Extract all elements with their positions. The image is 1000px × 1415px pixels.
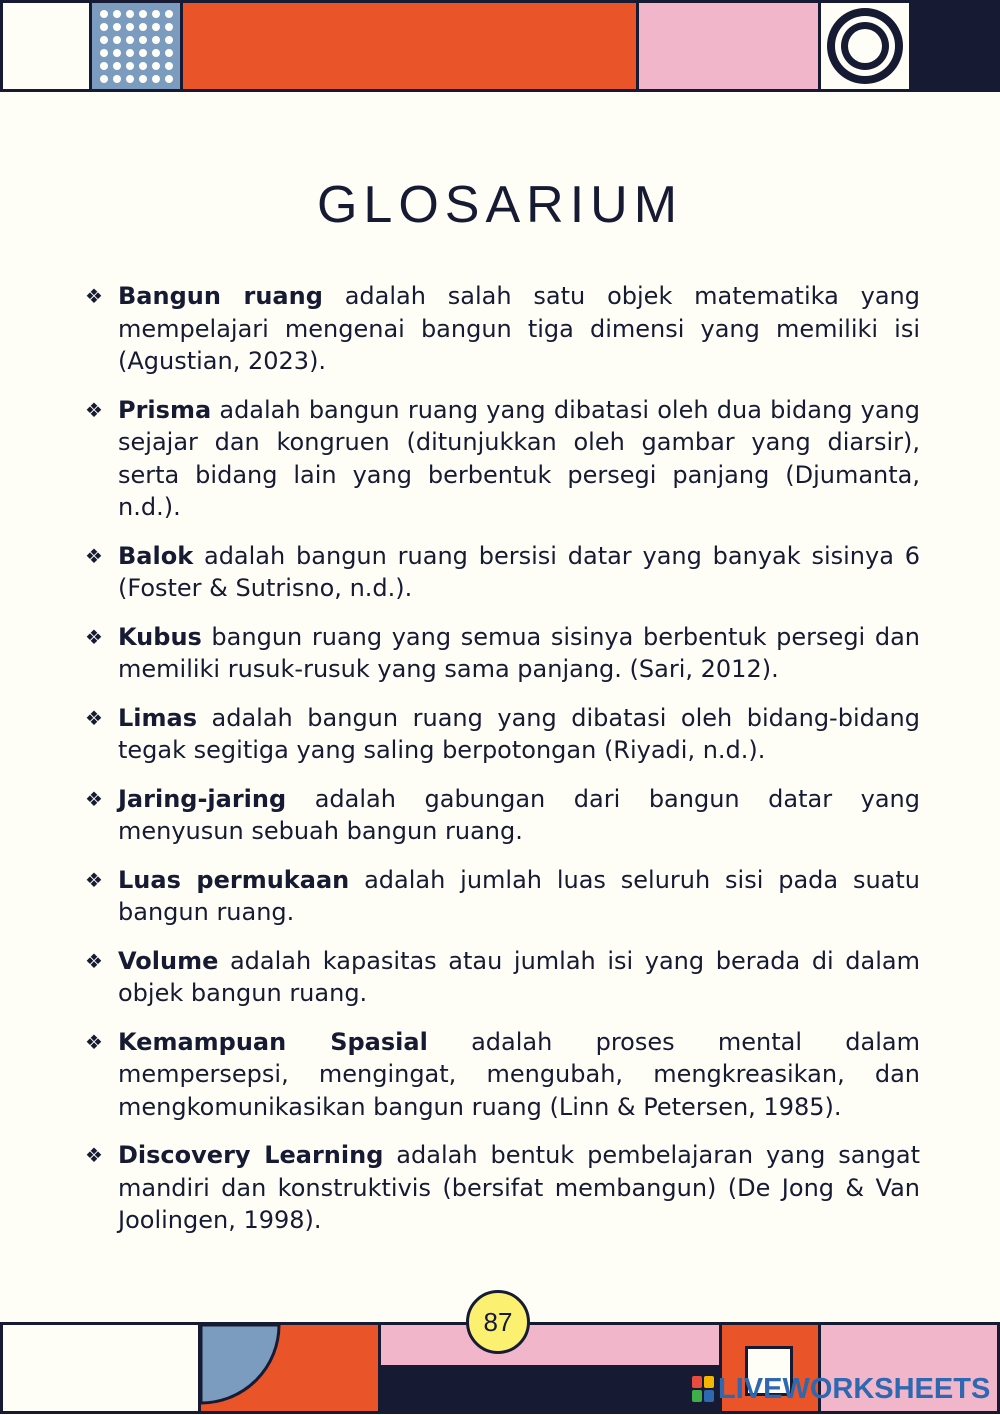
glossary-term: Prisma [118,395,212,424]
diamond-bullet-icon: ❖ [85,705,103,730]
quarter-circle-icon [201,1325,378,1411]
bottom-cream-block [0,1322,201,1414]
bottom-navy-block [378,1365,722,1414]
bottom-pink-block [378,1322,722,1368]
glossary-definition: adalah bangun ruang bersisi datar yang banyak sisinya 6 (Foster & Sutrisno, n.d.). [118,541,920,602]
page-number-badge: 87 [466,1290,530,1354]
glossary-term: Kemampuan Spasial [118,1027,428,1056]
liveworksheets-watermark [692,1371,990,1407]
dot-grid-icon [92,3,180,89]
bottom-quarter-circle-block [198,1322,381,1414]
top-target-block [818,0,912,92]
glossary-entry [80,1026,920,1124]
glossary-list [80,280,920,1253]
diamond-bullet-icon: ❖ [85,1029,103,1054]
diamond-bullet-icon: ❖ [85,543,103,568]
glossary-entry [80,783,920,848]
glossary-term: Kubus [118,622,202,651]
top-pink-block [636,0,821,92]
diamond-bullet-icon: ❖ [85,1143,103,1167]
glossary-entry [80,945,920,1010]
glossary-definition: adalah bentuk pembelajaran yang sangat mandiri dan konstruktivis (bersifat membangun) (De Jong & Van Joolingen, 1998). [118,1141,921,1234]
glossary-definition: adalah salah satu objek matematika yang mempelajari mengenai bangun tiga dimensi yang memiliki isi (Agustian, 2023). [118,282,920,375]
concentric-circles-icon [821,3,909,89]
glossary-definition: bangun ruang yang semua sisinya berbentuk persegi dan memiliki rusuk-rusuk yang sama panjang. (Sari, 2012). [118,622,920,683]
diamond-bullet-icon: ❖ [85,786,103,811]
glossary-entry [80,280,920,378]
diamond-bullet-icon: ❖ [85,867,103,892]
glossary-entry [80,1139,920,1237]
glossary-term: Bangun ruang [118,282,323,310]
diamond-bullet-icon: ❖ [85,397,103,422]
diamond-bullet-icon: ❖ [85,948,103,973]
top-cream-block [0,0,92,92]
top-orange-block [180,0,639,92]
watermark-text: LIVEWORKSHEETS [718,1372,991,1405]
glossary-term: Balok [118,541,194,570]
diamond-bullet-icon: ❖ [85,284,103,308]
page-title: GLOSARIUM [316,176,684,234]
glossary-term: Luas permukaan [118,865,350,894]
glossary-definition: adalah gabungan dari bangun datar yang menyusun sebuah bangun ruang. [118,784,920,845]
top-dotted-blue-block [89,0,183,92]
glossary-term: Limas [118,703,198,732]
glossary-definition: adalah proses mental dalam mempersepsi, mengingat, mengubah, mengkreasikan, dan mengkomunikasikan bangun ruang (Linn & Petersen, 1985). [118,1027,920,1121]
glossary-term: Jaring-jaring [118,784,287,813]
glossary-entry [80,540,920,605]
glossary-definition: adalah kapasitas atau jumlah isi yang berada di dalam objek bangun ruang. [118,946,920,1007]
glossary-definition: adalah bangun ruang yang dibatasi oleh dua bidang yang sejajar dan kongruen (ditunjukkan oleh gambar yang diarsir), serta bidang lain yang berbentuk persegi panjang (Djumanta, n.d.). [118,395,920,521]
glossary-entry [80,864,920,929]
glossary-entry [80,394,920,524]
diamond-bullet-icon: ❖ [85,624,103,649]
top-decorative-band [0,0,1000,92]
glossary-entry [80,621,920,686]
glossary-term: Discovery Learning [118,1141,384,1169]
glossary-entry [80,702,920,767]
top-navy-block [909,0,1000,92]
glossary-definition: adalah jumlah luas seluruh sisi pada suatu bangun ruang. [118,865,920,926]
glossary-definition: adalah bangun ruang yang dibatasi oleh bidang-bidang tegak segitiga yang saling berpotongan (Riyadi, n.d.). [118,703,920,764]
glossary-term: Volume [118,946,219,975]
liveworksheets-logo-icon [692,1376,714,1402]
